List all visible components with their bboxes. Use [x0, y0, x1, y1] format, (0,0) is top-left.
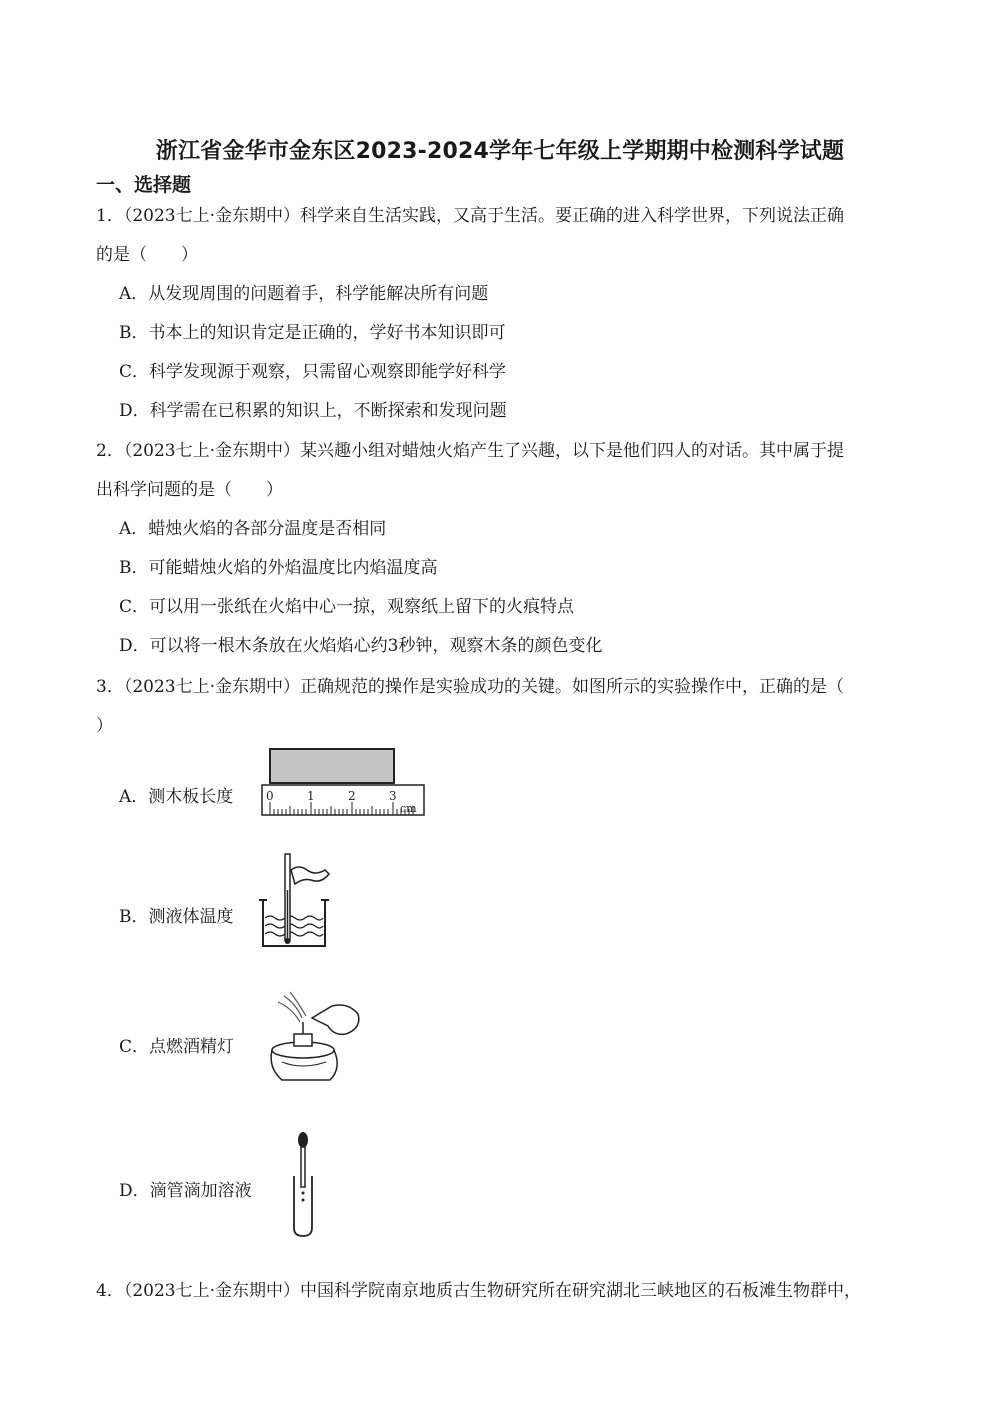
alcohol-lamp-figure	[262, 988, 367, 1088]
beaker-liquid	[265, 916, 323, 936]
question-1-option-a: A．从发现周围的问题着手，科学能解决所有问题	[119, 284, 489, 304]
question-1-option-b: B．书本上的知识肯定是正确的，学好书本知识即可	[119, 323, 506, 343]
question-2-text-cont: 出科学问题的是（ ）	[96, 480, 283, 500]
ruler-figure	[258, 745, 428, 819]
ruler-tick-label-3: 3	[389, 789, 397, 803]
ruler-tick-label-1: 1	[307, 789, 315, 803]
flame-icon	[278, 992, 306, 1022]
dropper-bulb	[298, 1132, 308, 1148]
dropper-tube-figure	[288, 1130, 318, 1240]
question-2-option-b: B．可能蜡烛火焰的外焰温度比内焰温度高	[119, 558, 438, 578]
second-lamp-tilted	[312, 1005, 359, 1034]
question-3-text-cont: ）	[96, 716, 113, 736]
question-2-option-c: C．可以用一张纸在火焰中心一掠，观察纸上留下的火痕特点	[119, 597, 575, 617]
section-heading: 一、选择题	[96, 174, 192, 196]
question-1-text: 1．（2023七上·金东期中）科学来自生活实践，又高于生活。要正确的进入科学世界，下列说法正确	[96, 206, 844, 226]
question-3-option-c: C．点燃酒精灯	[119, 1037, 235, 1057]
ruler-tick-label-2: 2	[348, 789, 356, 803]
question-3-option-d: D．滴管滴加溶液	[119, 1181, 252, 1201]
ruler-tick-label-0: 0	[266, 789, 274, 803]
ruler-unit-label: cm	[400, 802, 417, 815]
thermometer-beaker-figure	[255, 850, 340, 950]
question-4-text: 4．（2023七上·金东期中）中国科学院南京地质古生物研究所在研究湖北三峡地区的石板滩生物群中，	[96, 1281, 861, 1301]
dropper-pipe	[301, 1147, 305, 1187]
wood-board	[270, 749, 394, 783]
beaker-outline	[263, 900, 325, 946]
page-title: 浙江省金华市金东区2023-2024学年七年级上学期期中检测科学试题	[155, 139, 845, 164]
question-3-option-b: B．测液体温度	[119, 907, 234, 927]
question-2-option-a: A．蜡烛火焰的各部分温度是否相同	[119, 519, 387, 539]
question-3-option-a: A．测木板长度	[119, 787, 234, 807]
question-2-text: 2．（2023七上·金东期中）某兴趣小组对蜡烛火焰产生了兴趣，以下是他们四人的对话。其中属于提	[96, 441, 844, 461]
question-1-option-d: D．科学需在已积累的知识上，不断探索和发现问题	[119, 401, 507, 421]
question-1-text-cont: 的是（ ）	[96, 245, 198, 265]
hand-icon	[291, 867, 329, 884]
question-1-option-c: C．科学发现源于观察，只需留心观察即能学好科学	[119, 362, 507, 382]
question-2-option-d: D．可以将一根木条放在火焰焰心约3秒钟，观察木条的颜色变化	[119, 636, 603, 656]
question-3-text: 3．（2023七上·金东期中）正确规范的操作是实验成功的关键。如图所示的实验操作中，正确的是（	[96, 677, 844, 697]
